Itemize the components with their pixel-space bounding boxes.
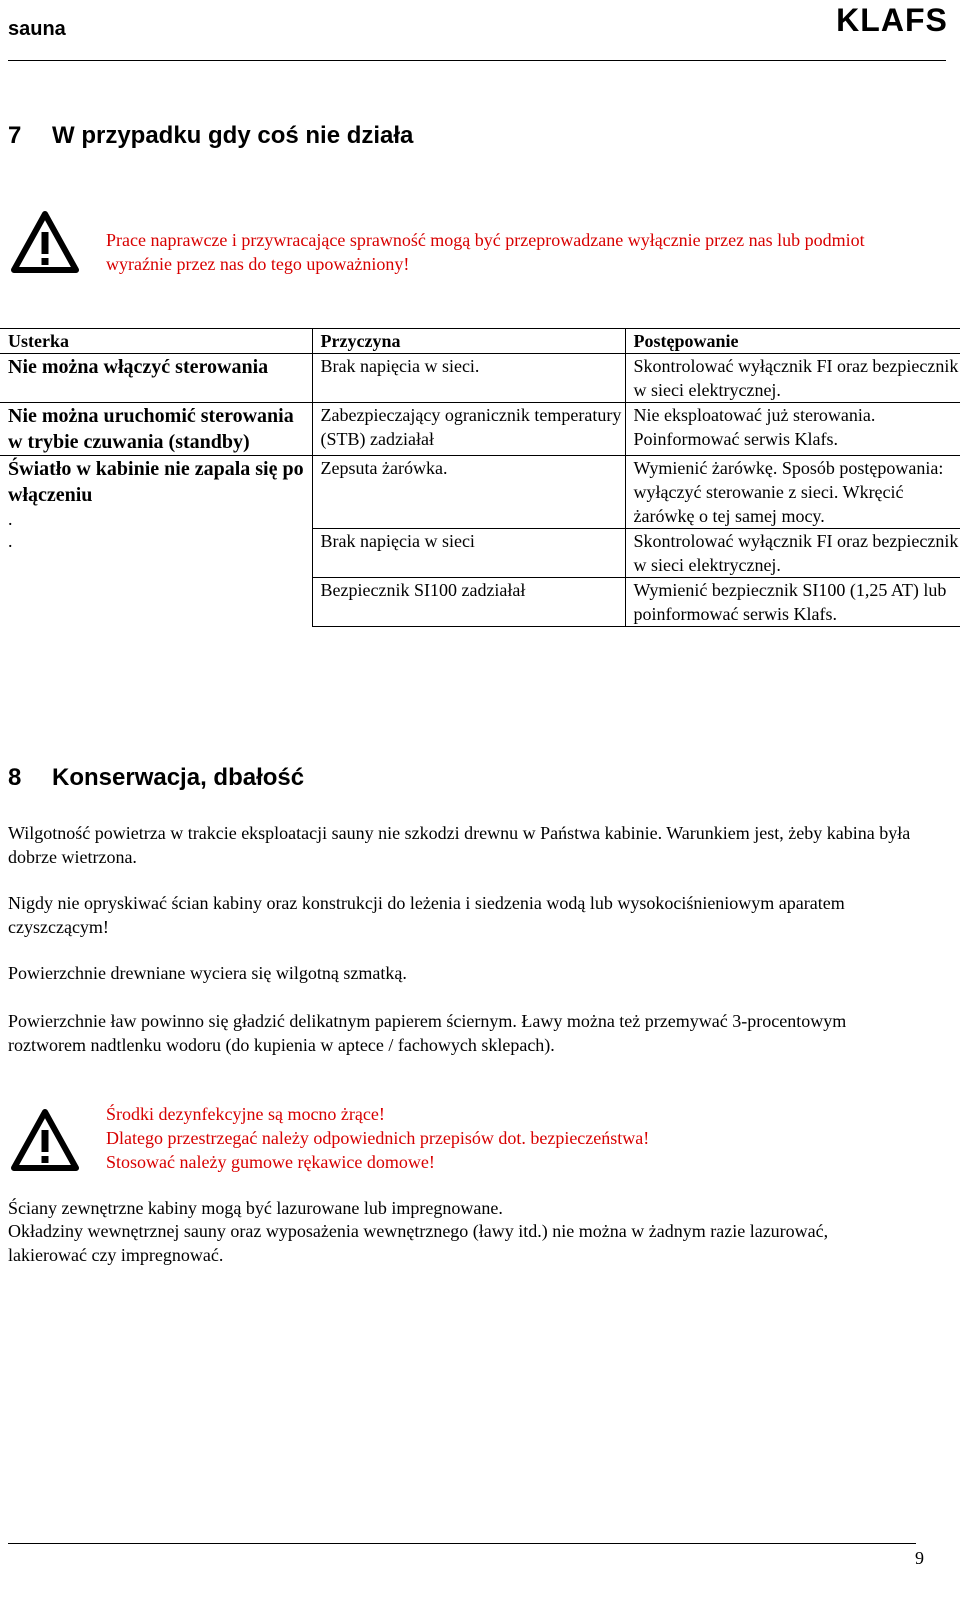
column-header-cause: Przyczyna — [312, 329, 625, 354]
action-cell: Skontrolować wyłącznik FI oraz bezpiecznik w sieci elektrycznej. — [625, 354, 960, 403]
column-header-action: Postępowanie — [625, 329, 960, 354]
warning-triangle-icon — [10, 1108, 80, 1172]
troubleshooting-table — [0, 328, 960, 627]
action-cell: Nie eksploatować już sterowania. Poinformować serwis Klafs. — [625, 403, 960, 456]
page-number: 9 — [915, 1548, 924, 1568]
cause-cell: Zabezpieczający ogranicznik temperatury (STB) zadziałał — [312, 403, 625, 456]
action-cell: Wymienić bezpiecznik SI100 (1,25 AT) lub poinformować serwis Klafs. — [625, 578, 960, 627]
svg-text:KLAFS: KLAFS — [836, 2, 948, 38]
cause-cell: Brak napięcia w sieci — [312, 529, 625, 578]
section-7-heading: 7 W przypadku gdy coś nie działa — [8, 122, 414, 149]
footer-rule — [8, 1543, 916, 1544]
running-header-title: sauna — [8, 18, 66, 40]
cause-cell: Brak napięcia w sieci. — [312, 354, 625, 403]
header-rule — [8, 60, 946, 61]
warning-triangle-icon — [10, 210, 80, 274]
maintenance-paragraph: Wilgotność powietrza w trakcie eksploatacji sauny nie szkodzi drewnu w Państwa kabinie. Warunkiem jest, żeby kabina była dobrze wietrzona. — [8, 823, 911, 867]
section-8-heading: 8 Konserwacja, dbałość — [8, 764, 305, 791]
table-row — [0, 354, 960, 403]
cause-cell: Bezpiecznik SI100 zadziałał — [312, 578, 625, 627]
klafs-logo — [832, 2, 952, 38]
fault-cell: Nie można włączyć sterowania — [0, 354, 312, 403]
repair-warning-text: Prace naprawcze i przywracające sprawność mogą być przeprowadzane wyłącznie przez nas lub podmiot wyraźnie przez nas do tego upoważniony! — [106, 230, 865, 274]
closing-line: Ściany zewnętrzne kabiny mogą być lazurowane lub impregnowane. — [8, 1198, 503, 1218]
table-row — [0, 456, 960, 529]
maintenance-paragraph: Powierzchnie drewniane wyciera się wilgotną szmatką. — [8, 963, 407, 983]
warning-line: Stosować należy gumowe rękawice domowe! — [106, 1152, 435, 1172]
cause-cell: Zepsuta żarówka. — [312, 456, 625, 529]
column-header-fault: Usterka — [0, 329, 312, 354]
fault-extra-dot: . — [8, 531, 13, 551]
fault-cell: Nie można uruchomić sterowania w trybie czuwania (standby) — [0, 403, 312, 456]
action-cell: Skontrolować wyłącznik FI oraz bezpiecznik w sieci elektrycznej. — [625, 529, 960, 578]
fault-cell — [0, 456, 312, 627]
warning-line: Środki dezynfekcyjne są mocno żrące! — [106, 1104, 385, 1124]
action-cell: Wymienić żarówkę. Sposób postępowania: wyłączyć sterowanie z sieci. Wkręcić żarówkę o tej samej mocy. — [625, 456, 960, 529]
table-row — [0, 403, 960, 456]
warning-line: Dlatego przestrzegać należy odpowiednich przepisów dot. bezpieczeństwa! — [106, 1128, 650, 1148]
fault-text: Światło w kabinie nie zapala się po włączeniu — [8, 458, 304, 506]
maintenance-paragraph: Powierzchnie ław powinno się gładzić delikatnym papierem ściernym. Ławy można też przemywać 3-procentowym roztworem nadtlenku wodoru (do kupienia w aptece / fachowych sklepach). — [8, 1011, 847, 1055]
maintenance-paragraph: Nigdy nie opryskiwać ścian kabiny oraz konstrukcji do leżenia i siedzenia wodą lub wysokociśnieniowym aparatem czyszczącym! — [8, 893, 845, 937]
table-header-row — [0, 329, 960, 354]
disinfectant-warning — [106, 1102, 926, 1174]
fault-extra-dot: . — [8, 509, 13, 529]
closing-line: Okładziny wewnętrznej sauny oraz wyposażenia wewnętrznego (ławy itd.) nie można w żadnym razie lazurować, lakierować czy impregnować. — [8, 1221, 829, 1265]
